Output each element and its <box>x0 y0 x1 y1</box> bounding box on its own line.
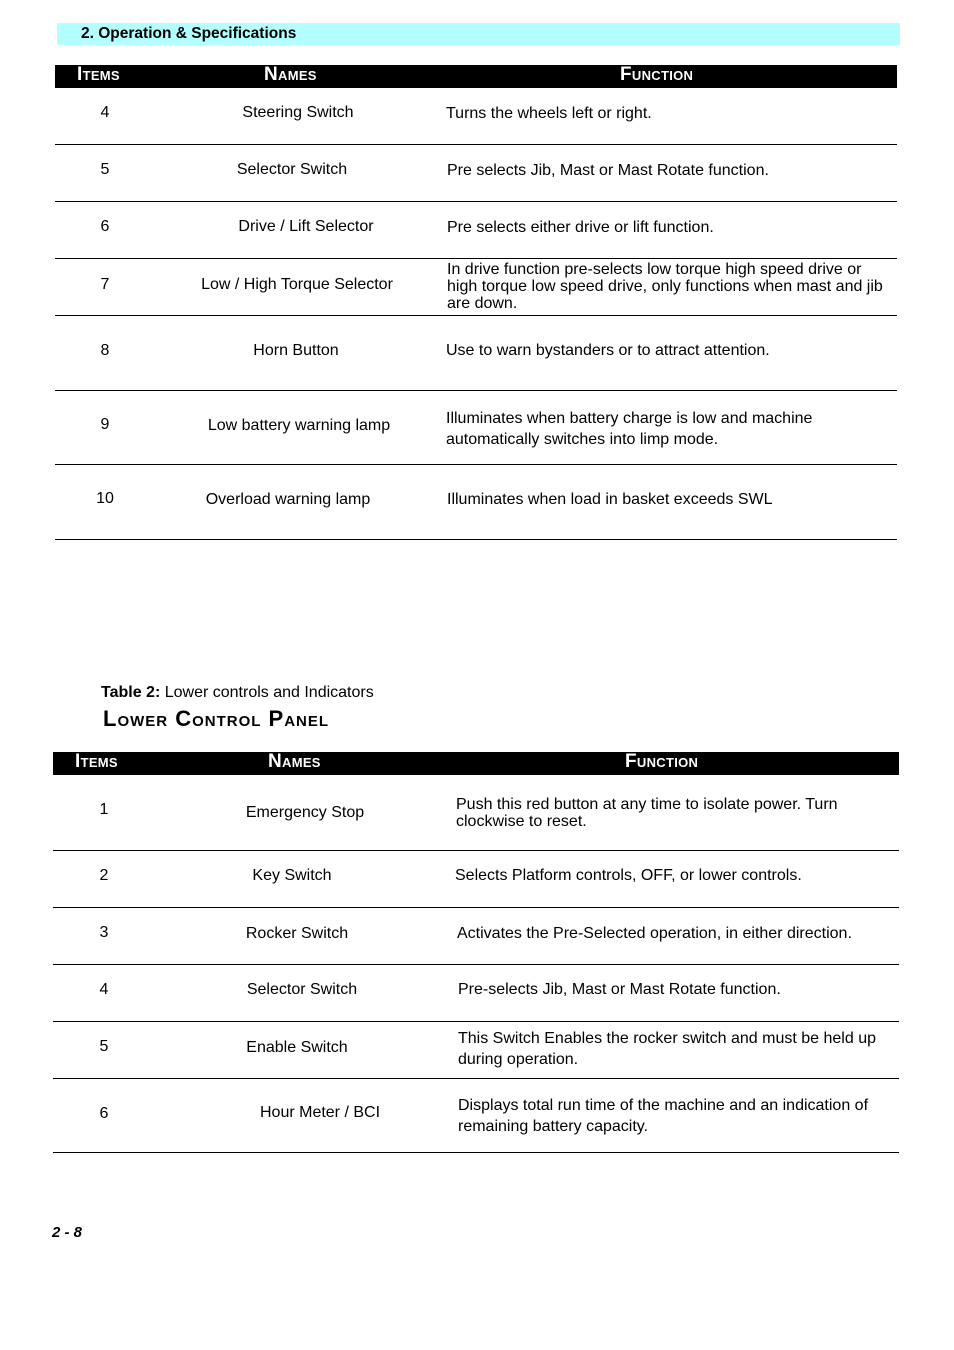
row-name: Rocker Switch <box>245 925 349 942</box>
header-names: Names <box>264 64 317 85</box>
table-row <box>55 316 897 391</box>
table-row <box>55 465 897 540</box>
row-item: 6 <box>99 1105 109 1122</box>
row-function: Pre selects Jib, Mast or Mast Rotate function. <box>447 162 769 179</box>
row-function: Illuminates when load in basket exceeds SWL <box>447 491 773 508</box>
row-function: Illuminates when battery charge is low and machine automatically switches into limp mode. <box>446 410 813 448</box>
table-row <box>53 1022 899 1079</box>
row-name: Horn Button <box>253 342 339 359</box>
row-name: Selector Switch <box>246 981 358 998</box>
table-header <box>55 65 897 88</box>
row-item: 5 <box>99 1038 109 1055</box>
caption-label: Table 2: <box>101 684 161 701</box>
header-names: Names <box>268 751 321 772</box>
table-row <box>53 908 899 965</box>
row-function: This Switch Enables the rocker switch and must be held up during operation. <box>458 1030 876 1068</box>
row-name: Low battery warning lamp <box>207 417 391 434</box>
row-item: 1 <box>99 801 109 818</box>
table-header <box>53 752 899 775</box>
controls-table-lower <box>53 752 899 1153</box>
row-name: Selector Switch <box>236 161 348 178</box>
row-item: 10 <box>96 490 114 507</box>
table-row <box>53 965 899 1022</box>
row-name: Enable Switch <box>246 1039 348 1056</box>
row-item: 7 <box>100 276 110 293</box>
table-row <box>53 1079 899 1153</box>
section-header: 2. Operation & Specifications <box>57 23 900 45</box>
table-row <box>53 851 899 908</box>
table-row <box>55 202 897 259</box>
row-item: 5 <box>100 161 110 178</box>
row-name: Emergency Stop <box>245 804 365 821</box>
row-item: 4 <box>100 104 110 121</box>
header-items: Items <box>75 751 118 772</box>
row-item: 2 <box>99 867 109 884</box>
row-name: Hour Meter / BCI <box>259 1104 381 1121</box>
row-function: Push this red button at any time to isolate power. Turn clockwise to reset. <box>456 796 838 830</box>
row-function: Pre-selects Jib, Mast or Mast Rotate function. <box>458 981 781 998</box>
row-item: 8 <box>100 342 110 359</box>
row-name: Steering Switch <box>242 104 354 121</box>
row-name: Low / High Torque Selector <box>201 276 393 293</box>
header-function: Function <box>625 751 699 772</box>
lower-control-panel-title: Lower Control Panel <box>103 706 330 731</box>
row-name: Key Switch <box>252 867 332 884</box>
row-item: 4 <box>99 981 109 998</box>
row-name: Drive / Lift Selector <box>238 218 374 235</box>
table-row <box>53 775 899 851</box>
row-function: Selects Platform controls, OFF, or lower controls. <box>455 867 802 884</box>
row-item: 6 <box>100 218 110 235</box>
row-item: 3 <box>99 924 109 941</box>
page-number: 2 - 8 <box>52 1224 83 1241</box>
row-function: Displays total run time of the machine and an indication of remaining battery capacity. <box>458 1097 869 1135</box>
caption-text: Lower controls and Indicators <box>160 684 374 701</box>
table-caption <box>101 684 374 702</box>
row-function: Turns the wheels left or right. <box>446 105 652 122</box>
table-row <box>55 391 897 465</box>
header-function: Function <box>620 64 694 85</box>
row-function: Activates the Pre-Selected operation, in either direction. <box>457 925 852 942</box>
row-name: Overload warning lamp <box>205 491 371 508</box>
header-items: Items <box>77 64 120 85</box>
row-item: 9 <box>100 416 110 433</box>
row-function: In drive function pre-selects low torque high speed drive or high torque low speed drive, only functions when mast and jib are down. <box>447 261 883 312</box>
controls-table-upper <box>55 65 897 540</box>
table-row <box>55 259 897 316</box>
table-row <box>55 88 897 145</box>
row-function: Pre selects either drive or lift function. <box>447 219 714 236</box>
table-row <box>55 145 897 202</box>
row-function: Use to warn bystanders or to attract attention. <box>446 342 770 359</box>
